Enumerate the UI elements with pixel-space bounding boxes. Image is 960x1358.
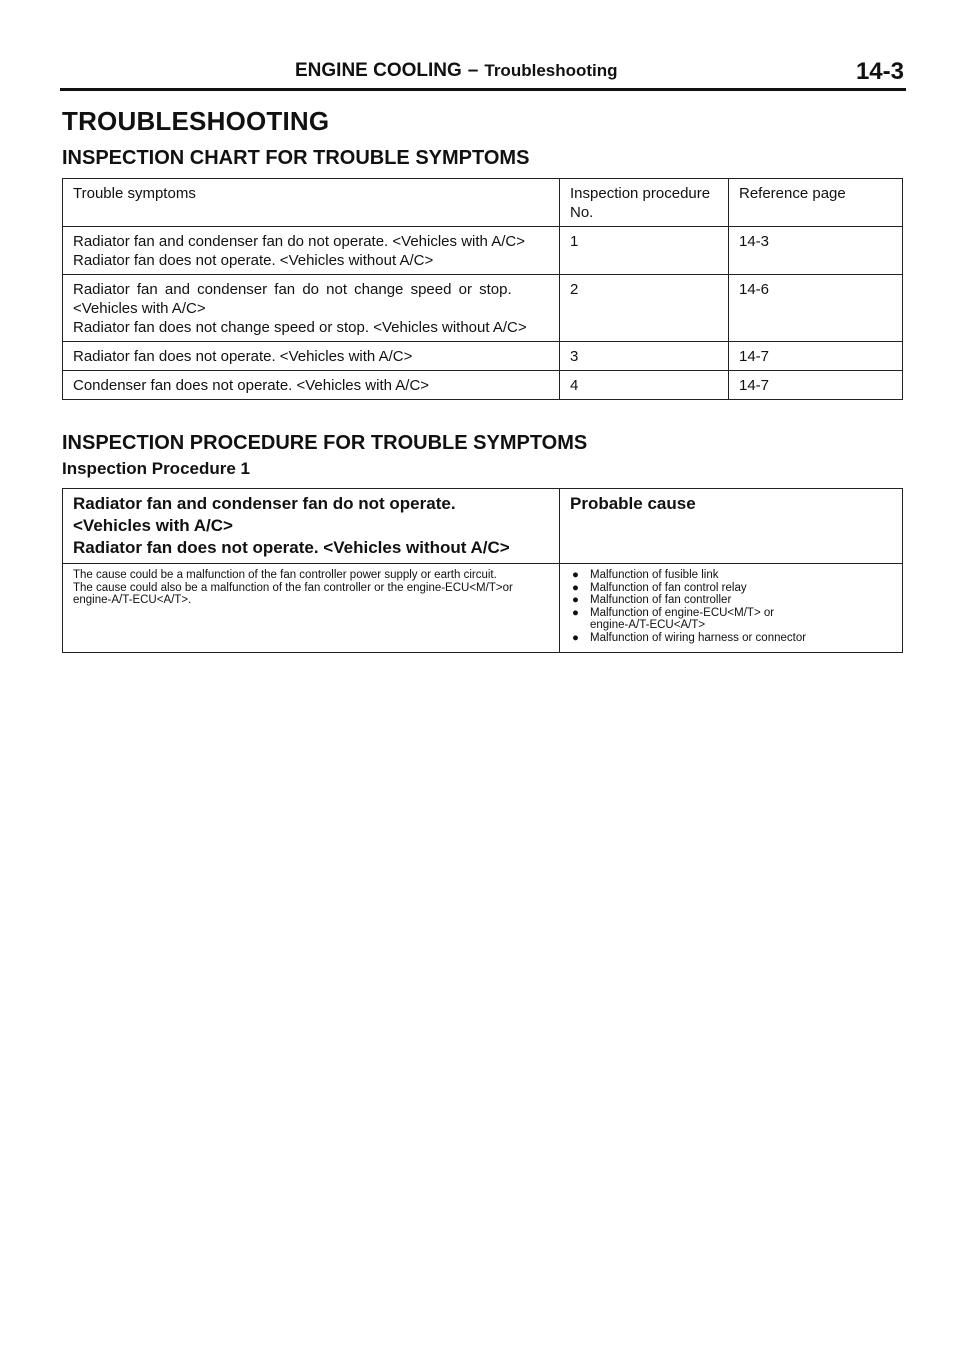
- cause-text: Malfunction of engine-ECU<M/T> or: [590, 606, 775, 619]
- header-procedure-line1: Inspection procedure: [570, 185, 711, 202]
- header-section: ENGINE COOLING: [295, 60, 462, 81]
- procedure-number-cell: 4: [560, 371, 729, 400]
- list-item: [570, 607, 894, 632]
- procedure-subheading: Inspection Procedure 1: [62, 459, 250, 478]
- description-line: engine-A/T-ECU<A/T>.: [73, 594, 192, 606]
- table-row: [63, 227, 903, 275]
- page-title: TROUBLESHOOTING: [62, 106, 330, 136]
- procedure-title-line: Radiator fan and condenser fan do not operate.: [73, 494, 456, 513]
- header-procedure-line2: No.: [570, 204, 594, 221]
- symptom-line: Radiator fan and condenser fan do not operate. <Vehicles with A/C>: [73, 233, 525, 250]
- bullet-icon: ●: [572, 581, 579, 594]
- symptom-cell: [63, 342, 560, 371]
- header-title: [295, 60, 618, 82]
- symptom-cell: [63, 371, 560, 400]
- procedure-title-line: <Vehicles with A/C>: [73, 516, 233, 535]
- bullet-icon: ●: [572, 606, 579, 619]
- header-inspection-procedure: [560, 179, 729, 227]
- procedure-number-cell: 3: [560, 342, 729, 371]
- symptom-line: Radiator fan does not operate. <Vehicles with A/C>: [73, 348, 413, 365]
- reference-page-cell: 14-6: [729, 275, 903, 342]
- probable-cause-header: Probable cause: [560, 489, 903, 564]
- table-row: [63, 342, 903, 371]
- header-reference-page: Reference page: [729, 179, 903, 227]
- header-dash: –: [467, 60, 479, 81]
- list-item: [570, 582, 894, 595]
- table-row: [63, 275, 903, 342]
- probable-cause-list-cell: [560, 564, 903, 653]
- header-trouble-symptoms: Trouble symptoms: [63, 179, 560, 227]
- header-subsection: Troubleshooting: [484, 61, 618, 80]
- cause-text: Malfunction of fusible link: [590, 569, 719, 581]
- cause-text: Malfunction of fan controller: [590, 594, 732, 606]
- symptom-cell: [63, 275, 560, 342]
- probable-cause-list: [570, 569, 894, 644]
- symptom-line: Radiator fan does not operate. <Vehicles without A/C>: [73, 252, 434, 269]
- cause-text: Malfunction of fan control relay: [590, 581, 747, 594]
- description-line: The cause could also be a malfunction of the fan controller or the engine-ECU<M/T>or: [73, 581, 513, 594]
- list-item: [570, 569, 894, 582]
- page-header: [60, 58, 906, 92]
- symptom-line: Condenser fan does not operate. <Vehicles with A/C>: [73, 377, 430, 394]
- list-item: [570, 632, 894, 645]
- procedure-body-row: [63, 564, 903, 653]
- procedure-number-cell: 1: [560, 227, 729, 275]
- table-row: [63, 371, 903, 400]
- reference-page-cell: 14-7: [729, 342, 903, 371]
- procedure-number-cell: 2: [560, 275, 729, 342]
- reference-page-cell: 14-3: [729, 227, 903, 275]
- description-line: The cause could be a malfunction of the fan controller power supply or earth circuit.: [73, 569, 497, 581]
- cause-text: Malfunction of wiring harness or connector: [590, 631, 807, 644]
- procedure-description-cell: [63, 564, 560, 653]
- inspection-chart-table: [62, 178, 903, 400]
- symptom-line: Radiator fan does not change speed or stop. <Vehicles without A/C>: [73, 319, 527, 336]
- cause-text: engine-A/T-ECU<A/T>: [590, 619, 706, 631]
- procedure-heading: INSPECTION PROCEDURE FOR TROUBLE SYMPTOMS: [62, 432, 588, 454]
- page-number: 14-3: [855, 58, 904, 85]
- table-header-row: [63, 179, 903, 227]
- chart-heading: INSPECTION CHART FOR TROUBLE SYMPTOMS: [62, 147, 530, 169]
- bullet-icon: ●: [572, 631, 579, 644]
- symptom-line: Radiator fan and condenser fan do not change speed or stop.: [73, 281, 512, 298]
- symptom-cell: [63, 227, 560, 275]
- procedure-title-line: Radiator fan does not operate. <Vehicles without A/C>: [73, 538, 510, 557]
- list-item: [570, 594, 894, 607]
- header-rule: [60, 88, 906, 91]
- inspection-procedure-1-table: [62, 488, 903, 653]
- symptom-line: <Vehicles with A/C>: [73, 300, 206, 317]
- procedure-title-cell: [63, 489, 560, 564]
- procedure-header-row: [63, 489, 903, 564]
- reference-page-cell: 14-7: [729, 371, 903, 400]
- bullet-icon: ●: [572, 594, 579, 606]
- bullet-icon: ●: [572, 569, 579, 581]
